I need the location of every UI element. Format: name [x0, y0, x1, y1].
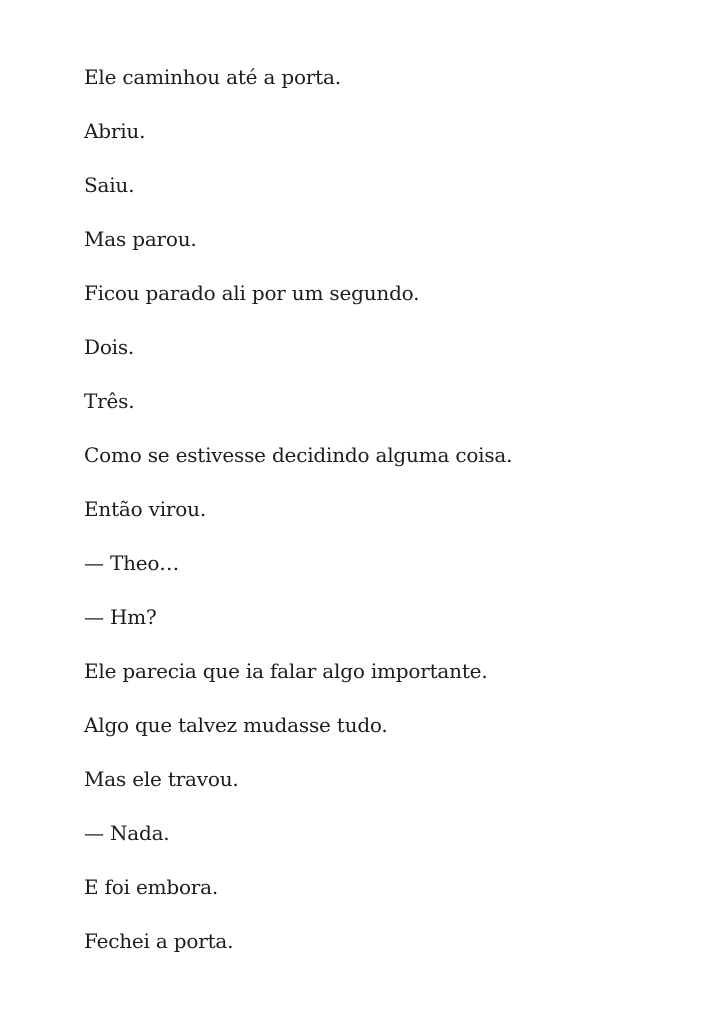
paragraph-line: Saiu. — [84, 173, 135, 197]
paragraph-line: Ele parecia que ia falar algo importante. — [84, 659, 488, 683]
text-block — [84, 62, 684, 980]
paragraph-line: Então virou. — [84, 497, 206, 521]
paragraph-line: Abriu. — [84, 119, 146, 143]
paragraph-line: Fechei a porta. — [84, 929, 234, 953]
dialogue-line: — Nada. — [84, 821, 170, 845]
paragraph-line: E foi embora. — [84, 875, 219, 899]
dialogue-line: — Theo… — [84, 551, 180, 575]
paragraph-line: Mas ele travou. — [84, 767, 239, 791]
dialogue-line: — Hm? — [84, 605, 157, 629]
paragraph-line: Mas parou. — [84, 227, 197, 251]
paragraph-line: Três. — [84, 389, 135, 413]
paragraph-line: Algo que talvez mudasse tudo. — [84, 713, 388, 737]
paragraph-line: Ele caminhou até a porta. — [84, 65, 341, 89]
paragraph-line: Ficou parado ali por um segundo. — [84, 281, 420, 305]
paragraph-line: Dois. — [84, 335, 135, 359]
paragraph-line: Como se estivesse decidindo alguma coisa. — [84, 443, 513, 467]
